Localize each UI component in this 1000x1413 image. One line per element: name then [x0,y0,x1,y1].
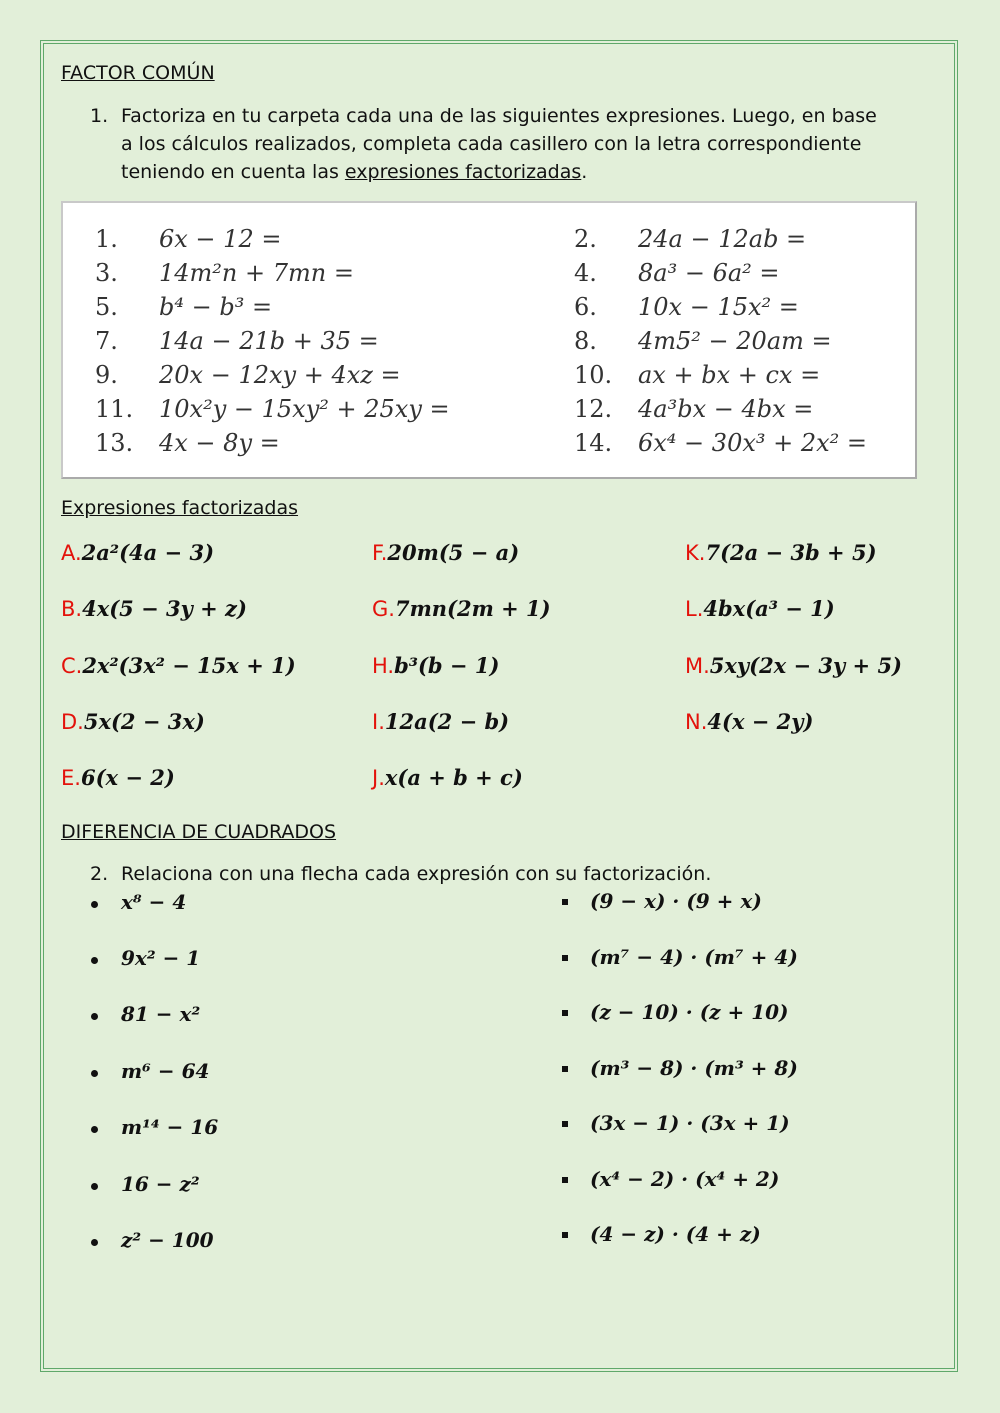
left-expression: x⁸ − 4 [121,890,187,914]
answer-item: J.x(a + b + c) [372,765,523,790]
right-factorization: (x⁴ − 2) · (x⁴ + 2) [590,1167,780,1191]
bullet-dot [91,1070,98,1077]
bullet-dot [91,1239,98,1246]
left-expression: m¹⁴ − 16 [121,1115,219,1139]
left-expression: 16 − z² [121,1172,200,1196]
left-expression: z² − 100 [121,1228,214,1252]
bullet-square [562,1232,568,1238]
expresiones-link: expresiones factorizadas [344,161,582,183]
answer-item: C.2x²(3x² − 15x + 1) [61,653,296,678]
bullet-square [562,1066,568,1072]
exercise-box: 1. 6x − 12 = 2. 24a − 12ab = 3. 14m²n + 7mn = 4. 8a³ − 6a² = 5. b⁴ − b³ = 6. 10x − 15x² = 7. 14a − 21b + 35 = 8. 4m5² − 20am = 9. 20x − 12xy + 4xz = 10. ax + bx + cx = 11. 10x²y − 15xy² + 25xy = 12. 4a³bx − 4bx = 13. 4x − 8y = 14. 6x⁴ − 30x³ + 2x² = [61,201,917,479]
answers-title: Expresiones factorizadas [61,497,299,519]
right-factorization: (9 − x) · (9 + x) [590,889,762,913]
bullet-square [562,1121,568,1127]
right-factorization: (3x − 1) · (3x + 1) [590,1111,790,1135]
instruction-line: teniendo en cuenta las expresiones factorizadas. [121,161,588,183]
answer-item: N.4(x − 2y) [685,709,814,734]
answer-item: F.20m(5 − a) [372,540,520,565]
instruction-line: Factoriza en tu carpeta cada una de las siguientes expresiones. Luego, en base [121,105,877,127]
left-expression: 81 − x² [121,1002,201,1026]
answer-item: M.5xy(2x − 3y + 5) [685,653,902,678]
section-title-diferencia-cuadrados: DIFERENCIA DE CUADRADOS [61,821,337,843]
answer-item: D.5x(2 − 3x) [61,709,205,734]
bullet-square [562,899,568,905]
answer-item: L.4bx(a³ − 1) [685,596,835,621]
left-expression: m⁶ − 64 [121,1059,210,1083]
answer-item: A.2a²(4a − 3) [61,540,215,565]
bullet-dot [91,957,98,964]
instruction-number: 2. [90,863,109,885]
answer-item: K.7(2a − 3b + 5) [685,540,877,565]
bullet-dot [91,901,98,908]
answer-item: B.4x(5 − 3y + z) [61,596,247,621]
answer-item: E.6(x − 2) [61,765,175,790]
bullet-dot [91,1126,98,1133]
left-expression: 9x² − 1 [121,946,201,970]
right-factorization: (m⁷ − 4) · (m⁷ + 4) [590,945,798,969]
instruction-line: a los cálculos realizados, completa cada casillero con la letra correspondiente [121,133,862,155]
bullet-square [562,1010,568,1016]
bullet-square [562,955,568,961]
answer-item: I.12a(2 − b) [372,709,510,734]
bullet-dot [91,1013,98,1020]
answer-item: G.7mn(2m + 1) [372,596,551,621]
bullet-dot [91,1183,98,1190]
right-factorization: (m³ − 8) · (m³ + 8) [590,1056,798,1080]
right-factorization: (4 − z) · (4 + z) [590,1222,761,1246]
instruction-line: Relaciona con una flecha cada expresión con su factorización. [121,863,712,885]
section-title-factor-comun: FACTOR COMÚN [61,62,215,84]
right-factorization: (z − 10) · (z + 10) [590,1000,789,1024]
instruction-number: 1. [90,105,109,127]
bullet-square [562,1177,568,1183]
answer-item: H.b³(b − 1) [372,653,500,678]
